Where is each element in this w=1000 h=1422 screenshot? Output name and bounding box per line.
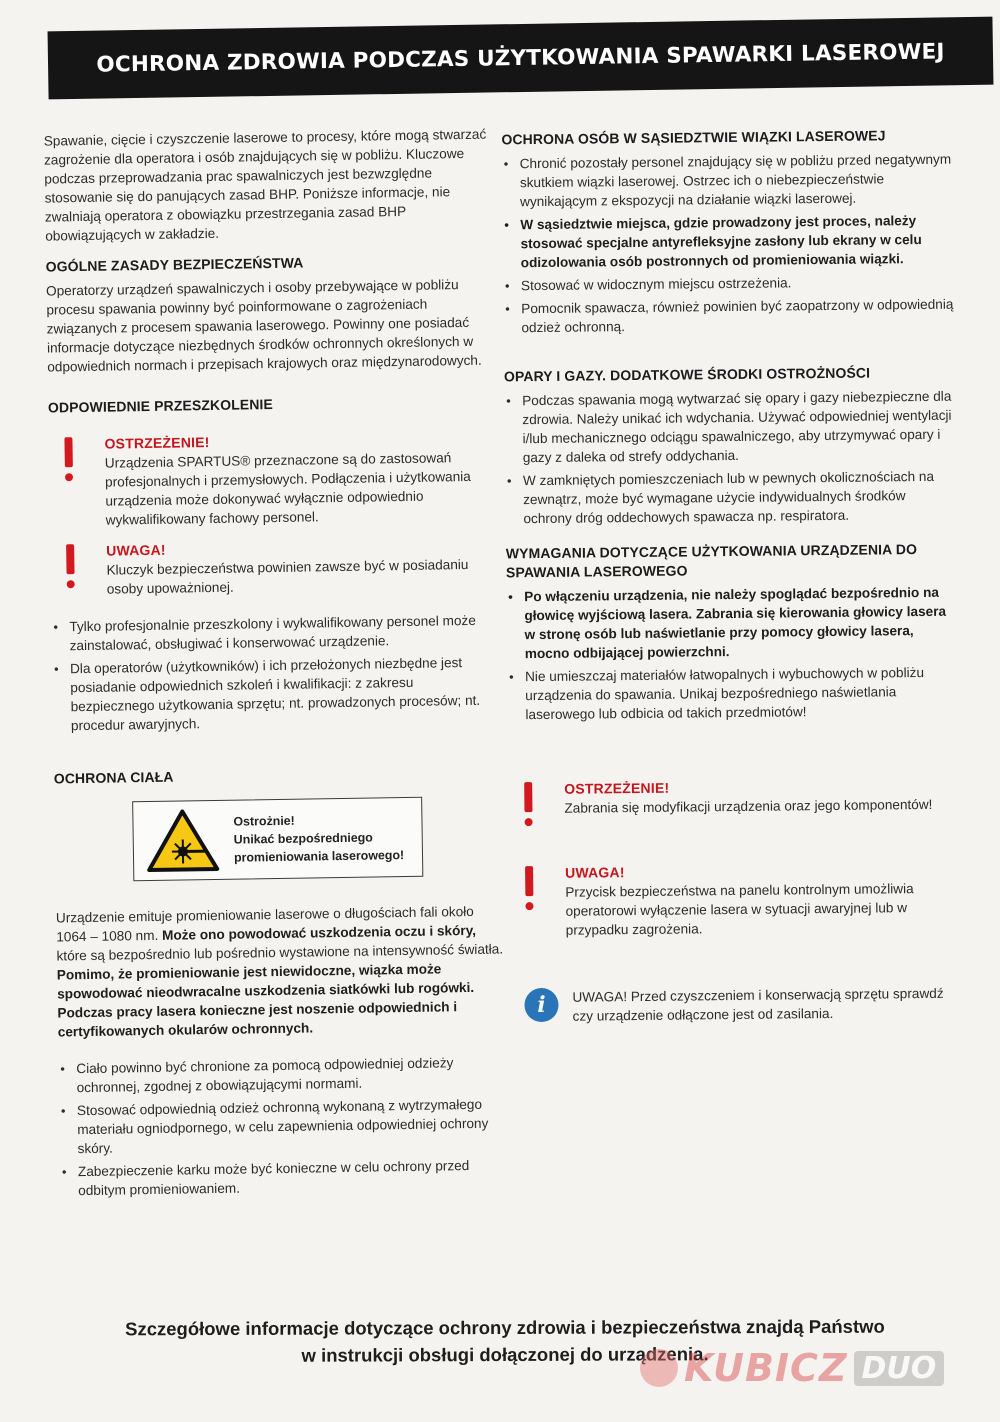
exclamation-icon <box>516 780 543 830</box>
list-item: • W sąsiedztwie miejsca, gdzie prowadzony jest proces, należy stosować specjalne antyrefleksyjne zasłony lub ekrany w celu odizolowania osób postronnych od promieniowania wiązki. <box>502 211 955 273</box>
laser-sign-line: promieniowania laserowego! <box>233 848 405 865</box>
laser-sign-text <box>233 810 404 867</box>
left-column <box>44 125 509 1205</box>
warning-text: Przycisk bezpieczeństwa na panelu kontrolnym umożliwia operatorowi wyłączenie lasera w sytuacji awaryjnej lub w przypadku zagrożenia. <box>565 881 914 938</box>
brand-logo-icon <box>640 1349 678 1387</box>
body-protection-heading: OCHRONA CIAŁA <box>53 768 174 787</box>
warning-text: Urządzenia SPARTUS® przeznaczone są do zastosowań profesjonalnych i przemysłowych. Podłączenia i użytkowania urządzenia może dokonywać wyłącznie odpowiednio wykwalifikowany fachowy personel. <box>104 450 471 528</box>
neighbors-bullet-list <box>502 150 956 338</box>
neighbors-heading: OCHRONA OSÓB W SĄSIEDZTWIE WIĄZKI LASEROWEJ <box>501 127 886 148</box>
laser-text: które są bezpośrednio lub pośrednio wystawione na intensywność światła. <box>56 941 504 964</box>
exclamation-icon <box>56 435 83 485</box>
warning-box-devices <box>48 429 497 531</box>
list-item: • Ciało powinno być chronione za pomocą odpowiedniej odzieży ochronnej, zgodnej z obowiązującymi normami. <box>58 1052 507 1097</box>
warning-text: Zabrania się modyfikacji urządzenia oraz jego komponentów! <box>564 796 933 816</box>
watermark <box>640 1344 980 1392</box>
watermark-brand: KUBICZ <box>684 1346 848 1390</box>
list-item: • Stosować odpowiednią odzież ochronną wykonaną z wytrzymałego materiału ogniodpornego, w celu zapewnienia odpowiedniej ochrony skóry. <box>59 1094 508 1158</box>
fumes-heading: OPARY I GAZY. DODATKOWE ŚRODKI OSTROŻNOŚCI <box>503 364 871 385</box>
warning-title: OSTRZEŻENIE! <box>104 434 210 452</box>
requirements-bullet-list <box>506 583 959 725</box>
laser-text-bold: Może ono powodować uszkodzenia oczu i skóry, <box>161 922 477 943</box>
training-heading: ODPOWIEDNIE PRZESZKOLENIE <box>47 396 274 416</box>
warning-title: OSTRZEŻENIE! <box>564 779 670 797</box>
footer-line: Szczegółowe informacje dotyczące ochrony zdrowia i bezpieczeństwa znajdą Państwo <box>125 1315 885 1340</box>
footer-line: w instrukcji obsługi dołączonej do urządzenia. <box>301 1343 709 1366</box>
list-item: • Podczas spawania mogą wytwarzać się opary i gazy niebezpieczne dla zdrowia. Należy unikać ich wdychania. Używać odpowiedniej wentylacji i/lub mechanicznego odciągu spawalniczego, aby utrzymywać opary i gazy z daleka od strefy oddychania. <box>504 387 957 468</box>
list-item: • W zamkniętych pomieszczeniach lub w pewnych okolicznościach na zewnątrz, może być wymagane użycie indywidualnych środków ochrony dróg oddechowych spawacza np. respiratora. <box>505 467 958 529</box>
right-column <box>501 122 962 1027</box>
warning-box-key <box>50 535 499 599</box>
laser-radiation-paragraph <box>56 901 506 1041</box>
general-rules-paragraph: Operatorzy urządzeń spawalniczych i osoby przebywające w pobliżu procesu spawania powinny być poinformowane o zagrożeniach związanych z procesem spawania laserowego. Powinny one posiadać informacje dotyczące niezbędnych środków ochronnych określonych w odpowiednich normach i przepisach krajowych oraz międzynarodowych. <box>45 277 482 375</box>
laser-text: Urządzenie emituje promieniowanie laserowe o długościach fali około 1064 – 1080 nm. <box>55 903 474 945</box>
info-icon: i <box>524 988 558 1022</box>
laser-sign-line: Unikać bezpośredniego <box>233 830 373 847</box>
list-item: • Zabezpieczenie karku może być konieczne w celu ochrony przed odbitym promieniowaniem. <box>60 1155 509 1200</box>
list-item: • Po włączeniu urządzenia, nie należy spoglądać bezpośrednio na głowicę wyjściową lasera. Zabrania się kierowania głowicy lasera w stronę osób lub naświetlanie przy pomocy głowicy lasera, mocno odbijającej powierzchni. <box>506 583 959 664</box>
page-title: OCHRONA ZDROWIA PODCZAS UŻYTKOWANIA SPAWARKI LASEROWEJ <box>96 38 945 78</box>
laser-warning-sign <box>132 797 423 882</box>
list-item: • Stosować w widocznym miejscu ostrzeżenia. <box>503 272 955 296</box>
info-text: UWAGA! Przed czyszczeniem i konserwacją sprzętu sprawdź czy urządzenie odłączone jest od zasilania. <box>572 985 944 1024</box>
general-rules-heading: OGÓLNE ZASADY BEZPIECZEŃSTWA <box>45 254 304 275</box>
warning-title: UWAGA! <box>106 541 166 559</box>
info-note <box>510 984 962 1027</box>
list-item: • Nie umieszczaj materiałów łatwopalnych i wybuchowych w pobliżu urządzenia do spawania. Unikaj bezpośredniego naświetlania laserowego lub odbicia od takich przedmiotów! <box>507 663 960 725</box>
warning-box-safety-button <box>509 860 962 941</box>
page-title-banner <box>48 17 994 100</box>
warning-box-modification <box>508 776 960 819</box>
laser-hazard-icon <box>145 808 220 873</box>
warning-text: Kluczyk bezpieczeństwa powinien zawsze być w posiadaniu osoby upoważnionej. <box>106 556 469 597</box>
intro-paragraph: Spawanie, cięcie i czyszczenie laserowe to procesy, które mogą stwarzać zagrożenie dla operatora i osób znajdujących się w pobliżu. Kluczowe podczas przeprowadzania prac spawalniczych jest bezwzględne stosowanie się do panujących zasad BHP. Poniższe informacje, nie zwalniają operatora z obowiązku przestrzegania zasad BHP obowiązujących w zakładzie. <box>43 126 487 244</box>
watermark-brand-suffix: DUO <box>854 1351 945 1386</box>
requirements-heading: WYMAGANIA DOTYCZĄCE UŻYTKOWANIA URZĄDZENIA DO SPAWANIA LASEROWEGO <box>505 541 918 581</box>
list-item: • Pomocnik spawacza, również powinien być zaopatrzony w odpowiednią odzież ochronną. <box>503 295 955 338</box>
list-item: • Chronić pozostały personel znajdujący się w pobliżu przed negatywnym skutkiem wiązki laserowej. Ostrzec ich o niebezpieczeństwie wynikającym z ekspozycji na działanie wiązki laserowej. <box>502 150 955 212</box>
fumes-bullet-list <box>504 387 957 529</box>
training-bullet-list <box>51 610 501 735</box>
list-item: • Dla operatorów (użytkowników) i ich przełożonych niezbędne jest posiadanie odpowiednich szkoleń i kwalifikacji: z zakresu bezpiecznego użytkowania sprzętu; nt. prowadzonych procesów; nt. procedur awaryjnych. <box>52 652 501 735</box>
laser-text-bold: Pomimo, że promieniowanie jest niewidoczne, wiązka może spowodować nieodwracalne uszkodzenia siatkówki lub rogówki. Podczas pracy lasera konieczne jest noszenie odpowiednich i certyfikowanych okularów ochronnych. <box>56 961 475 1040</box>
body-bullet-list <box>58 1052 508 1200</box>
laser-sign-line: Ostrożnie! <box>233 813 295 829</box>
exclamation-icon <box>58 542 85 592</box>
warning-title: UWAGA! <box>565 864 625 881</box>
exclamation-icon <box>517 864 544 914</box>
list-item: • Tylko profesjonalnie przeszkolony i wykwalifikowany personel może zainstalować, obsługiwać i konserwować urządzenie. <box>51 610 500 655</box>
